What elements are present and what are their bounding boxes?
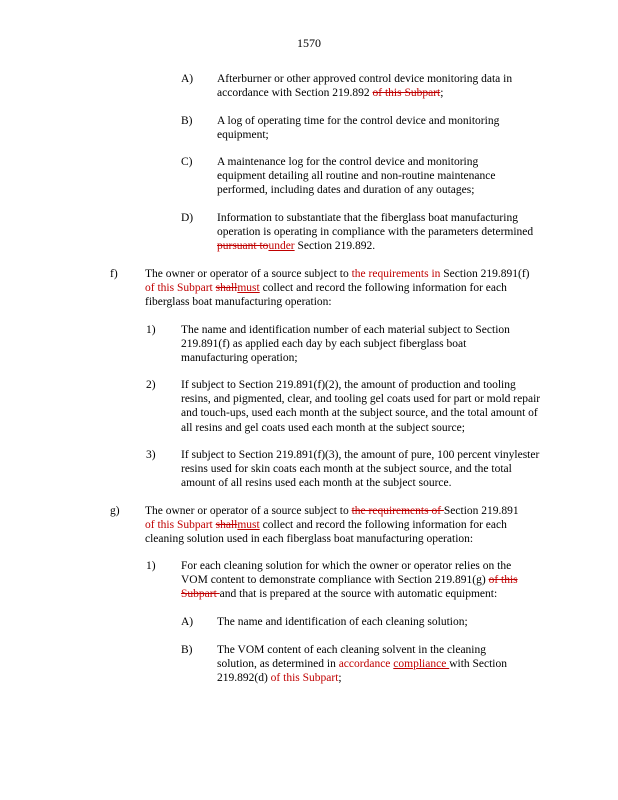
item-text-e-c bbox=[217, 155, 517, 198]
item-label-g-1: 1) bbox=[146, 560, 156, 572]
item-label-f-2: 2) bbox=[146, 379, 156, 391]
item-text-g-1-b bbox=[217, 643, 527, 686]
page-number: 1570 bbox=[297, 36, 321, 50]
body-text: The name and identification of each cleaning solution; bbox=[217, 616, 468, 628]
para-text-g bbox=[145, 504, 530, 547]
body-text: Afterburner or other approved control device monitoring data in accordance with Section 219.892 bbox=[217, 73, 513, 100]
body-text: A maintenance log for the control device and monitoring equipment detailing all routine and non-routine maintenance performed, including dates and duration of any outages; bbox=[217, 156, 496, 197]
body-text: The owner or operator of a source subject to bbox=[145, 505, 352, 517]
body-text: The owner or operator of a source subject to bbox=[145, 268, 352, 280]
deleted-text: pursuant to bbox=[217, 240, 269, 253]
added-text: of this Subpart bbox=[145, 519, 213, 532]
para-text-f bbox=[145, 267, 535, 310]
body-text: The name and identification number of each material subject to Section 219.891(f) as applied each day by each subject fiberglass boat manufacturing operation; bbox=[181, 324, 510, 365]
item-text-g-1-a bbox=[217, 615, 547, 629]
body-text: and that is prepared at the source with automatic equipment: bbox=[219, 588, 498, 601]
inserted-text: must bbox=[237, 282, 260, 295]
deleted-text: the requirements of bbox=[351, 505, 444, 517]
item-label-g-1-b: B) bbox=[181, 644, 193, 656]
body-text: If subject to Section 219.891(f)(3), the amount of pure, 100 percent vinylester resins used for skin coats each month at the subject source, and the total amount of all resins used each month at the subject source. bbox=[181, 449, 540, 490]
deleted-text: of this Subpart bbox=[181, 574, 518, 601]
added-text: of this Subpart bbox=[270, 672, 339, 685]
item-text-f-1 bbox=[181, 323, 531, 366]
body-text: collect and record the following information for each fiberglass boat manufacturing operation: bbox=[145, 282, 507, 309]
item-label-f-1: 1) bbox=[146, 324, 156, 336]
body-text: collect and record the following information for each cleaning solution used in each fiberglass boat manufacturing operation: bbox=[145, 519, 507, 546]
item-label-e-b: B) bbox=[181, 115, 193, 127]
inserted-text: must bbox=[237, 519, 260, 532]
body-text: A log of operating time for the control device and monitoring equipment; bbox=[217, 115, 500, 142]
item-text-e-b bbox=[217, 114, 522, 142]
para-label-f: f) bbox=[110, 268, 118, 280]
body-text: with Section 219.892(d) bbox=[217, 658, 508, 685]
body-text: Section 219.891 bbox=[443, 505, 519, 517]
item-text-e-d bbox=[217, 211, 537, 254]
item-text-f-2 bbox=[181, 378, 543, 435]
added-text: the requirements in bbox=[351, 268, 441, 280]
body-text: Section 219.891(f) bbox=[440, 268, 530, 280]
body-text: Section 219.892. bbox=[294, 240, 376, 253]
deleted-text: of this Subpart bbox=[372, 87, 441, 100]
body-text: If subject to Section 219.891(f)(2), the amount of production and tooling resins, and pigmented, clear, and tooling gel coats used for part or mold repair and touch-ups, used each month at the subject source, and the total amount of all resins and gel coats used each month at the subject source; bbox=[181, 379, 541, 434]
added-text: of this Subpart bbox=[145, 282, 213, 295]
body-text: ; bbox=[440, 87, 444, 100]
item-label-e-d: D) bbox=[181, 212, 194, 224]
deleted-text: shall bbox=[215, 282, 238, 295]
item-text-f-3 bbox=[181, 448, 543, 491]
item-text-g-1 bbox=[181, 559, 533, 602]
item-label-e-a: A) bbox=[181, 73, 194, 85]
item-label-f-3: 3) bbox=[146, 449, 156, 461]
item-text-e-a bbox=[217, 72, 547, 100]
item-label-e-c: C) bbox=[181, 156, 193, 168]
body-text: Information to substantiate that the fiberglass boat manufacturing operation is operating in compliance with the parameters determined bbox=[217, 212, 534, 239]
para-label-g: g) bbox=[110, 505, 120, 517]
inserted-text: under bbox=[268, 240, 295, 253]
item-label-g-1-a: A) bbox=[181, 616, 194, 628]
inserted-text: compliance bbox=[393, 658, 450, 671]
deleted-text: shall bbox=[215, 519, 238, 532]
added-text: accordance bbox=[338, 658, 391, 671]
body-text: ; bbox=[338, 672, 342, 685]
body-text: For each cleaning solution for which the owner or operator relies on the VOM content to demonstrate compliance with Section 219.891(g) bbox=[181, 560, 512, 587]
body-text: The VOM content of each cleaning solvent in the cleaning solution, as determined in bbox=[217, 644, 486, 671]
